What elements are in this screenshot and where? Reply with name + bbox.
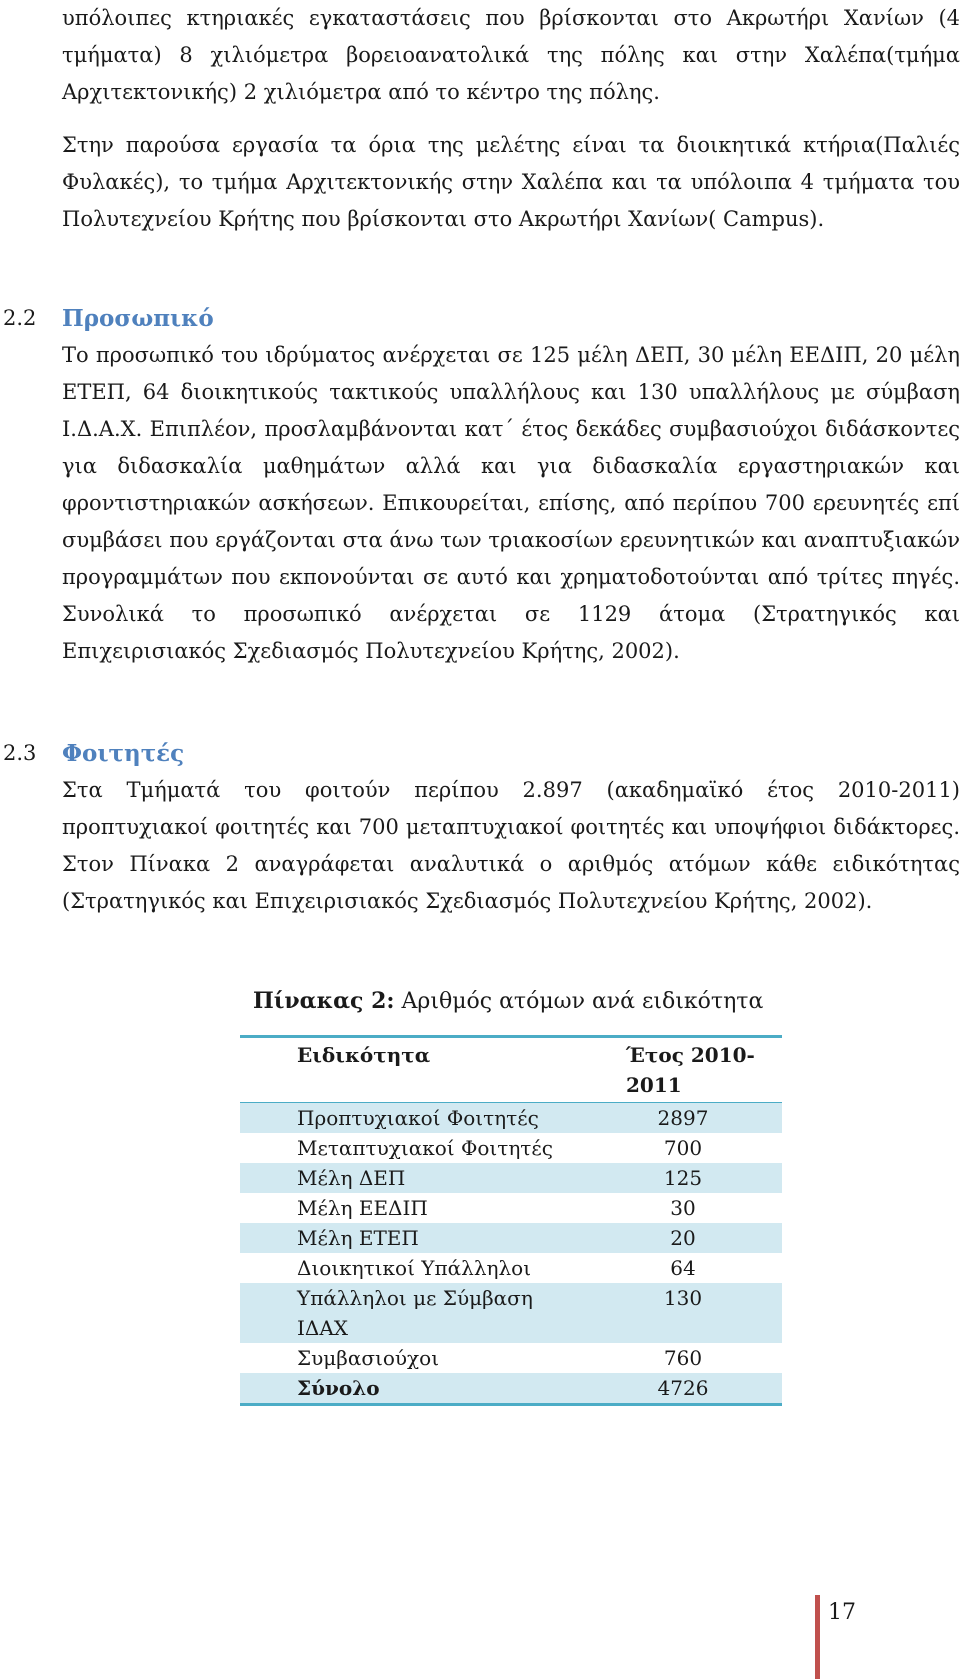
paragraph-personnel: Το προσωπικό του ιδρύματος ανέρχεται σε 125 μέλη ΔΕΠ, 30 μέλη ΕΕΔΙΠ, 20 μέλη ΕΤΕΠ, 64 διοικητικούς τακτικούς υπαλλήλους και 130 υπαλλήλους με σύμβαση Ι.Δ.Α.Χ. Επιπλέον, προσλαμβάνονται κατ΄ έτος δεκάδες συμβασιούχοι διδάσκοντες για διδασκαλία μαθημάτων αλλά και για διδασκαλία εργαστηριακών και φροντιστηριακών ασκήσεων. Επικουρείται, επίσης, από περίπου 700 ερευνητές επί συμβάσει που εργάζονται στα άνω των τριακοσίων ερευνητικών και αναπτυξιακών προγραμμάτων που εκπονούνται σε αυτό και χρηματοδοτούνται από τρίτες πηγές. Συνολικά το προσωπικό ανέρχεται σε 1129 άτομα (Στρατηγικός και Επιχειρισιακός Σχεδιασμός Πολυτεχνείου Κρήτης, 2002). <box>62 343 960 663</box>
section-number: 2.3 <box>3 741 37 765</box>
table-caption-label: Πίνακας 2: <box>253 988 395 1014</box>
table-cell-count: 125 <box>588 1163 782 1193</box>
table-row <box>240 1133 782 1163</box>
page-number-bar <box>815 1595 820 1679</box>
table-row <box>240 1163 782 1193</box>
table-cell-count: 20 <box>588 1223 782 1253</box>
table-header-row <box>240 1037 782 1103</box>
section-number: 2.2 <box>3 306 37 330</box>
section-title-students: Φοιτητές <box>62 740 185 767</box>
table-row <box>240 1283 782 1343</box>
table-caption <box>253 985 763 1018</box>
table-cell-count: 130 <box>588 1283 782 1343</box>
table-cell-count: 30 <box>670 1196 696 1220</box>
table-cell-count: 4726 <box>588 1373 782 1405</box>
table-row <box>240 1103 782 1134</box>
table-row <box>240 1193 782 1223</box>
column-header-year: Έτος 2010-2011 <box>588 1037 782 1103</box>
table-cell-specialty: Διοικητικοί Υπάλληλοι <box>297 1256 532 1280</box>
specialty-table <box>240 1035 782 1406</box>
table-cell-specialty: Υπάλληλοι με Σύμβαση ΙΔΑΧ <box>240 1283 588 1343</box>
paragraph-students: Στα Τμήματά του φοιτούν περίπου 2.897 (ακαδημαϊκό έτος 2010-2011) προπτυχιακοί φοιτητές και 700 μεταπτυχιακοί φοιτητές και υποψήφιοι διδάκτορες. Στον Πίνακα 2 αναγράφεται αναλυτικά ο αριθμός ατόμων κάθε ειδικότητας (Στρατηγικός και Επιχειρισιακός Σχεδιασμός Πολυτεχνείου Κρήτης, 2002). <box>62 778 960 913</box>
table-cell-count: 64 <box>670 1256 696 1280</box>
table-cell-specialty: Συμβασιούχοι <box>297 1346 440 1370</box>
paragraph-study-limits: Στην παρούσα εργασία τα όρια της μελέτης είναι τα διοικητικά κτήρια(Παλιές Φυλακές), το τμήμα Αρχιτεκτονικής στην Χαλέπα και τα υπόλοιπα 4 τμήματα του Πολυτεχνείου Κρήτης που βρίσκονται στο Ακρωτήρι Χανίων( Campus). <box>62 133 960 231</box>
table-row <box>240 1343 782 1373</box>
table-row <box>240 1253 782 1283</box>
table-cell-count: 760 <box>663 1346 703 1370</box>
table-row <box>240 1373 782 1405</box>
table-cell-count: 700 <box>663 1136 703 1160</box>
table-cell-specialty: Μέλη ΕΤΕΠ <box>240 1223 588 1253</box>
table-cell-specialty: Μεταπτυχιακοί Φοιτητές <box>297 1136 553 1160</box>
table-caption-text: Αριθμός ατόμων ανά ειδικότητα <box>394 989 764 1014</box>
table-cell-specialty: Σύνολο <box>240 1373 588 1405</box>
table-row <box>240 1223 782 1253</box>
table-cell-specialty: Μέλη ΕΕΔΙΠ <box>297 1196 428 1220</box>
table-cell-specialty: Μέλη ΔΕΠ <box>240 1163 588 1193</box>
paragraph-intro: υπόλοιπες κτηριακές εγκαταστάσεις που βρίσκονται στο Ακρωτήρι Χανίων (4 τμήματα) 8 χιλιόμετρα βορειοανατολικά της πόλης και στην Χαλέπα(τμήμα Αρχιτεκτονικής) 2 χιλιόμετρα από το κέντρο της πόλης. <box>62 6 960 104</box>
section-title-personnel: Προσωπικό <box>62 305 214 332</box>
table-cell-count: 2897 <box>588 1103 782 1134</box>
column-header-specialty: Ειδικότητα <box>240 1037 588 1103</box>
table-cell-specialty: Προπτυχιακοί Φοιτητές <box>240 1103 588 1134</box>
page-number: 17 <box>828 1600 856 1625</box>
